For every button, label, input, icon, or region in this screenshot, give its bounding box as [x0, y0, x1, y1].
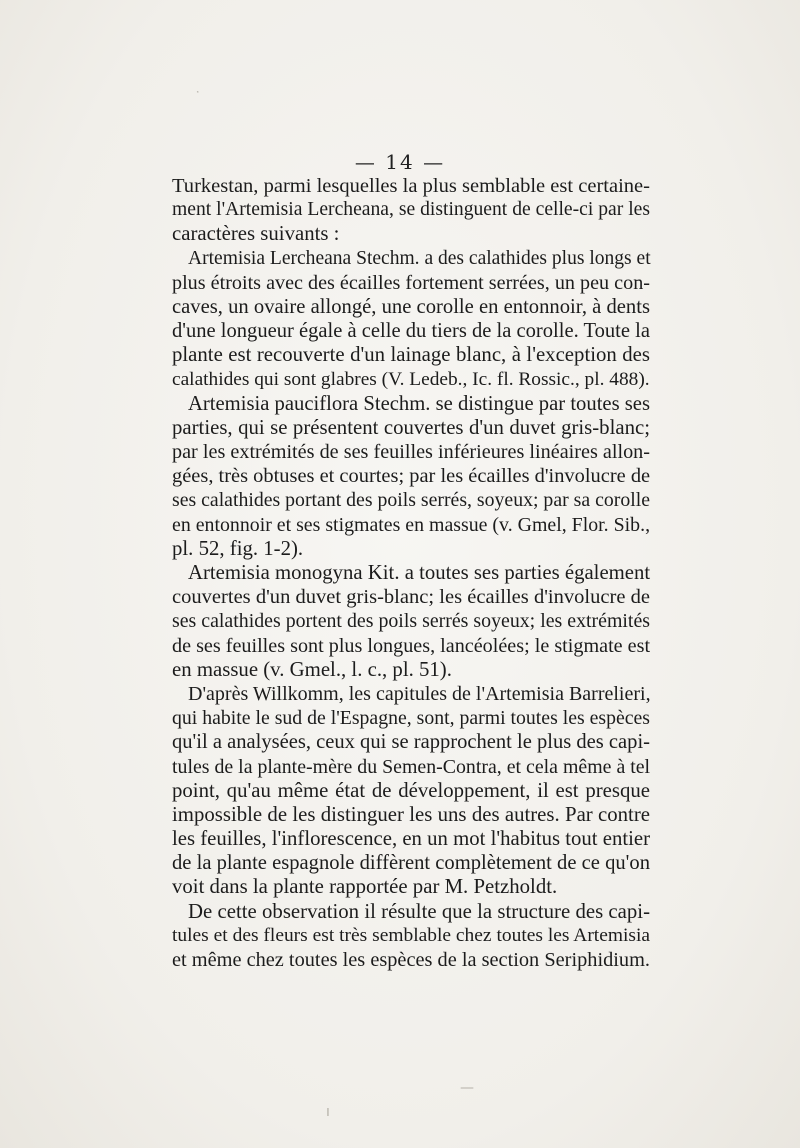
text-line: calathides qui sont glabres (V. Ledeb., Ic. fl. Rossic., pl. 488).: [172, 368, 650, 390]
text-line: de ses feuilles sont plus longues, lancéolées; le stigmate est: [172, 634, 651, 657]
text-line: couvertes d'un duvet gris-blanc; les écailles d'involucre de: [172, 586, 650, 609]
text-line: les feuilles, l'inflorescence, en un mot l'habitus tout entier: [172, 827, 651, 851]
text-line: point, qu'au même état de développement, il est presque: [172, 778, 650, 802]
text-line: De cette observation il résulte que la structure des capi-: [188, 899, 650, 923]
text-line: qu'il a analysées, ceux qui se rapprochent le plus des capi-: [172, 731, 650, 754]
text-line: en entonnoir et ses stigmates en massue (v. Gmel, Flor. Sib.,: [172, 513, 651, 536]
text-line: ment l'Artemisia Lercheana, se distinguent de celle-ci par les: [172, 199, 650, 221]
text-line: Artemisia Lercheana Stechm. a des calathides plus longs et: [188, 247, 651, 269]
text-line: pl. 52, fig. 1-2).: [172, 536, 304, 560]
text-line: ses calathides portent des poils serrés soyeux; les extrémités: [172, 610, 650, 633]
paper-speck: ·: [190, 86, 205, 98]
body-text: [172, 174, 650, 972]
text-line: impossible de les distinguer les uns des autres. Par contre: [172, 802, 650, 826]
text-line: caves, un ovaire allongé, une corolle en entonnoir, à dents: [172, 295, 650, 318]
text-line: et même chez toutes les espèces de la section Seriphidium.: [172, 949, 650, 971]
text-line: Turkestan, parmi lesquelles la plus semblable est certaine-: [172, 175, 650, 197]
text-line: en massue (v. Gmel., l. c., pl. 51).: [172, 657, 452, 681]
text-line: tules de la plante-mère du Semen-Contra, et cela même à tel: [172, 755, 651, 778]
text-line: plus étroits avec des écailles fortement serrées, un peu con-: [172, 271, 650, 294]
text-line: gées, très obtuses et courtes; par les écailles d'involucre de: [172, 465, 651, 488]
text-line: plante est recouverte d'un lainage blanc, à l'exception des: [172, 343, 650, 367]
text-line: caractères suivants :: [172, 222, 340, 246]
text-line: Artemisia pauciflora Stechm. se distingue par toutes ses: [188, 392, 651, 415]
text-line: qui habite le sud de l'Espagne, sont, parmi toutes les espèces: [172, 707, 650, 730]
text-line: par les extrémités de ses feuilles inférieures linéaires allon-: [172, 441, 650, 464]
text-line: ses calathides portant des poils serrés, soyeux; par sa corolle: [172, 489, 650, 512]
text-line: d'une longueur égale à celle du tiers de la corolle. Toute la: [172, 320, 650, 343]
paper-speck: ı: [326, 1104, 330, 1120]
text-line: tules et des fleurs est très semblable chez toutes les Artemisia: [172, 924, 650, 946]
page-number: — 14 —: [354, 150, 446, 174]
text-line: Artemisia monogyna Kit. a toutes ses parties également: [188, 562, 651, 584]
text-line: parties, qui se présentent couvertes d'un duvet gris-blanc;: [172, 415, 650, 439]
paper-speck: —: [460, 1080, 474, 1096]
text-line: voit dans la plante rapportée par M. Petzholdt.: [172, 875, 558, 899]
text-line: de la plante espagnole diffèrent complètement de ce qu'on: [172, 852, 650, 875]
text-line: D'après Willkomm, les capitules de l'Artemisia Barrelieri,: [188, 682, 651, 705]
